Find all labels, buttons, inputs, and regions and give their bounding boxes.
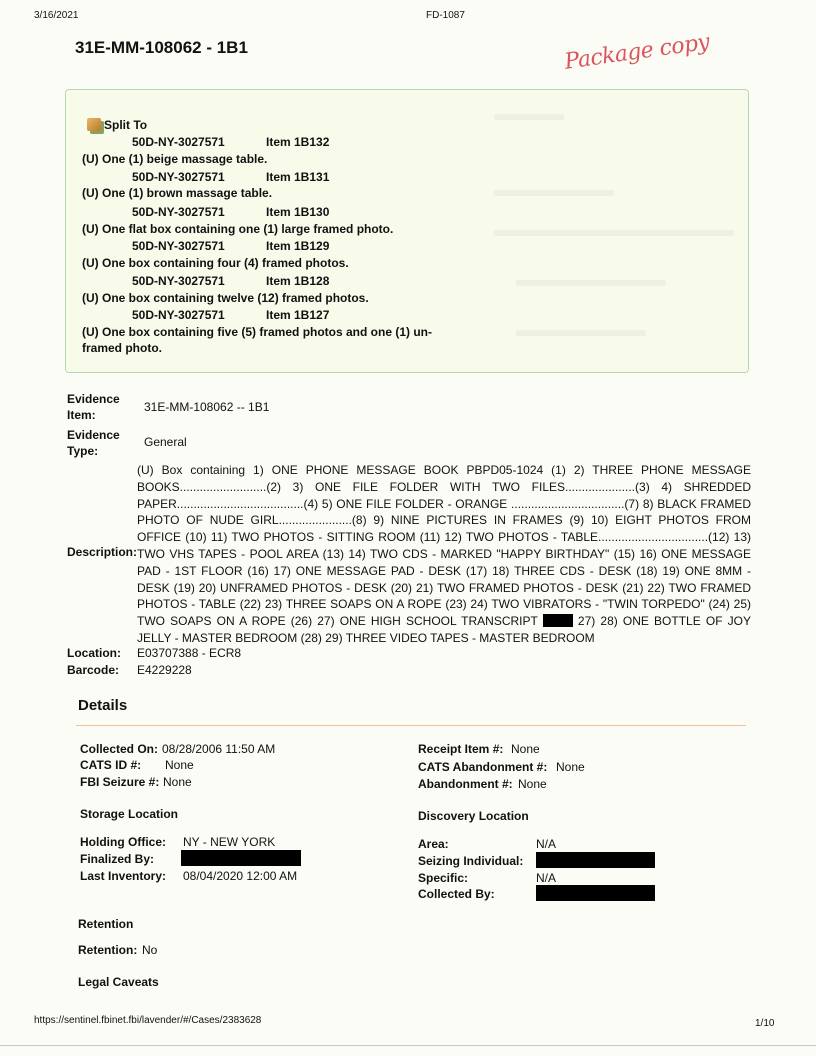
- split-to-panel: [65, 89, 749, 373]
- split-case-number: 50D-NY-3027571: [132, 170, 225, 184]
- split-item-number: Item 1B128: [266, 274, 330, 288]
- split-item-number: Item 1B129: [266, 239, 330, 253]
- split-case-number: 50D-NY-3027571: [132, 308, 225, 322]
- specific-value: N/A: [536, 871, 557, 885]
- split-description: (U) One (1) brown massage table.: [82, 186, 273, 200]
- receipt-item-label: Receipt Item #:: [418, 742, 504, 756]
- finalized-by-redaction: [181, 850, 301, 866]
- holding-office-value: NY - NEW YORK: [183, 835, 276, 849]
- evidence-type-label-line1: Evidence: [67, 428, 120, 442]
- specific-label: Specific:: [418, 871, 469, 885]
- split-description: (U) One flat box containing one (1) large framed photo.: [82, 222, 394, 236]
- seizing-individual-redaction: [536, 852, 655, 868]
- page-title: 31E-MM-108062 - 1B1: [75, 38, 248, 57]
- abandonment-label: Abandonment #:: [418, 777, 513, 791]
- fbi-seizure-value: None: [163, 775, 192, 789]
- finalized-by-label: Finalized By:: [80, 852, 155, 866]
- handwritten-note: Package copy: [563, 29, 711, 75]
- evidence-item-value: 31E-MM-108062 -- 1B1: [144, 400, 270, 414]
- retention-value: No: [142, 943, 158, 957]
- split-case-number: 50D-NY-3027571: [132, 135, 225, 149]
- faded-bleed-line: [494, 230, 734, 236]
- description-part-1: (U) Box containing 1) ONE PHONE MESSAGE BOOK PBPD05-1024 (1) 2) THREE PHONE MESSAGE BOOKS..........................(2) 3) ONE FILE FOLDER WITH TWO FILES.....................(3) 4) SHREDDED PAPER......................................(4) 5) ONE FILE FOLDER - ORANGE ..................................(7) 8) BLACK FRAMED PHOTO OF NUDE GIRL......................(8) 9) NINE PICTURES IN FRAMES (9) 10) EIGHT PHOTOS FROM OFFICE (10) 11) TWO PHOTOS - SITTING ROOM (11) 12) TWO PHOTOS - TABLE.................................(12) 13) TWO VHS TAPES - POOL AREA (13) 14) TWO CDS - MARKED "HAPPY BIRTHDAY" (15) 16) ONE MESSAGE PAD - 1ST FLOOR (16) 17) ONE MESSAGE PAD - DESK (17) 18) THREE CDS - DESK (18) 19) ONE 8MM - DESK (19) 20) UNFRAMED PHOTOS - DESK (20) 21) TWO FRAMED PHOTOS - DESK (21) 22) TWO FRAMED PHOTOS - TABLE (22) 23) THREE SOAPS ON A ROPE (23) 24) TWO VIBRATORS - "TWIN TORPEDO" (24) 25) TWO SOAPS ON A ROPE (26) 27) ONE HIGH SCHOOL TRANSCRIPT: [137, 463, 751, 629]
- faded-bleed-line: [494, 190, 614, 196]
- description-label: Description:: [67, 545, 138, 559]
- location-label: Location:: [67, 646, 121, 660]
- fbi-seizure-label: FBI Seizure #:: [80, 775, 160, 789]
- redaction-block: [543, 614, 573, 627]
- collected-on-value: 08/28/2006 11:50 AM: [162, 742, 276, 756]
- retention-heading: Retention: [78, 917, 134, 931]
- split-item-number: Item 1B130: [266, 205, 330, 219]
- split-item-number: Item 1B131: [266, 170, 330, 184]
- barcode-label: Barcode:: [67, 663, 120, 677]
- holding-office-label: Holding Office:: [80, 835, 166, 849]
- seizing-individual-label: Seizing Individual:: [418, 854, 524, 868]
- evidence-type-label: [67, 427, 120, 459]
- split-case-number: 50D-NY-3027571: [132, 274, 225, 288]
- area-value: N/A: [536, 837, 557, 851]
- evidence-type-value: General: [144, 435, 187, 449]
- description-part-2: 27) 28) ONE BOTTLE OF JOY JELLY - MASTER BEDROOM (28) 29) THREE VIDEO TAPES - MASTER BEDROOM: [137, 614, 752, 645]
- last-inventory-label: Last Inventory:: [80, 869, 167, 883]
- form-id: FD-1087: [426, 10, 465, 21]
- cats-abandonment-label: CATS Abandonment #:: [418, 760, 548, 774]
- receipt-item-value: None: [511, 742, 540, 756]
- faded-bleed-line: [494, 114, 564, 120]
- collected-on-label: Collected On:: [80, 742, 159, 756]
- split-description: (U) One (1) beige massage table.: [82, 152, 268, 166]
- cats-id-value: None: [165, 758, 194, 772]
- abandonment-value: None: [518, 777, 547, 791]
- split-item-number: Item 1B127: [266, 308, 330, 322]
- split-box-icon: [87, 118, 101, 131]
- split-case-number: 50D-NY-3027571: [132, 239, 225, 253]
- details-divider: [76, 725, 746, 726]
- retention-label: Retention:: [78, 943, 138, 957]
- split-description: (U) One box containing five (5) framed photos and one (1) un-: [82, 325, 433, 339]
- split-description: (U) One box containing twelve (12) framed photos.: [82, 291, 369, 305]
- split-description: (U) One box containing four (4) framed photos.: [82, 256, 349, 270]
- evidence-item-label-line1: Evidence: [67, 392, 120, 406]
- barcode-value: E4229228: [137, 663, 192, 677]
- collected-by-label: Collected By:: [418, 887, 495, 901]
- cats-abandonment-value: None: [556, 760, 585, 774]
- details-heading: Details: [78, 697, 128, 714]
- location-value: E03707388 - ECR8: [137, 646, 242, 660]
- page-number: 1/10: [755, 1018, 775, 1029]
- legal-caveats-heading: Legal Caveats: [78, 975, 159, 989]
- split-to-label: Split To: [104, 118, 148, 132]
- split-description: framed photo.: [82, 341, 162, 355]
- storage-location-heading: Storage Location: [80, 807, 179, 821]
- faded-bleed-line: [516, 280, 666, 286]
- evidence-type-label-line2: Type:: [67, 444, 99, 458]
- evidence-item-label-line2: Item:: [67, 408, 96, 422]
- print-date: 3/16/2021: [34, 10, 79, 21]
- last-inventory-value: 08/04/2020 12:00 AM: [183, 869, 298, 883]
- footer-url: https://sentinel.fbinet.fbi/lavender/#/Cases/2383628: [34, 1015, 262, 1026]
- discovery-location-heading: Discovery Location: [418, 809, 529, 823]
- description-text: [137, 462, 751, 647]
- area-label: Area:: [418, 837, 449, 851]
- scan-edge-line: [0, 1045, 816, 1046]
- evidence-item-label: [67, 391, 120, 423]
- split-case-number: 50D-NY-3027571: [132, 205, 225, 219]
- collected-by-redaction: [536, 885, 655, 901]
- faded-bleed-line: [516, 330, 646, 336]
- split-item-number: Item 1B132: [266, 135, 330, 149]
- cats-id-label: CATS ID #:: [80, 758, 142, 772]
